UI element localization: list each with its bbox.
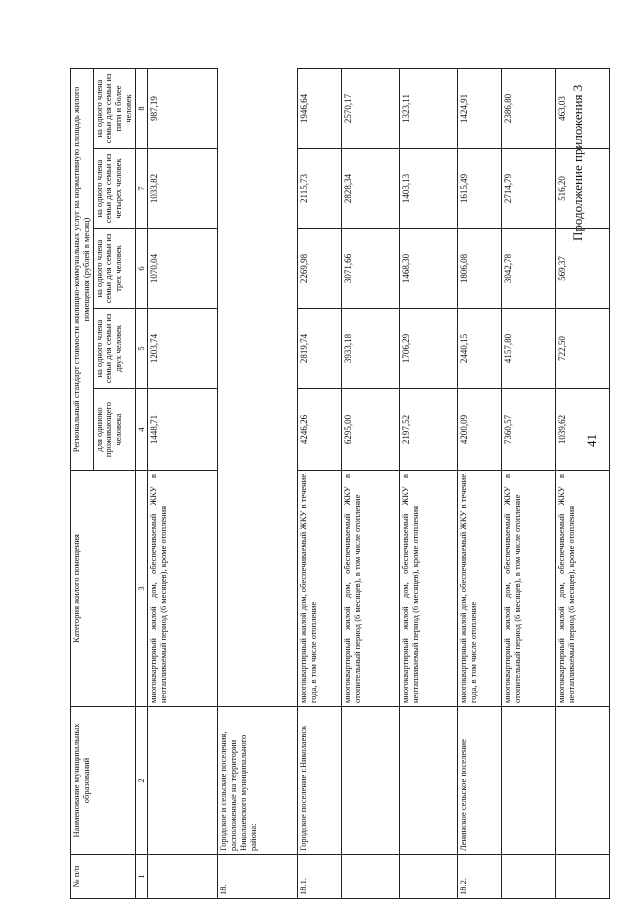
value-cell: 3933,18 [342, 309, 400, 389]
row-category [218, 471, 298, 707]
value-cell: 2828,34 [342, 149, 400, 229]
row-municipality: Городское и сельские поселения, расположенные на территории Николаевского муниципального района: [218, 707, 298, 855]
header-sub-3: на одного члена семьи для семьи из трех человек [93, 229, 135, 309]
value-cell: 1203,74 [148, 309, 218, 389]
row-category: многоквартирный жилой дом, обеспечиваемый ЖКУ в течение года, в том числе отопление [458, 471, 502, 707]
row-no [342, 855, 400, 899]
value-cell [218, 389, 298, 471]
header-sub-5: на одного члена семьи для семьи из пяти и более человек [93, 68, 135, 148]
col-number: 2 [135, 707, 148, 855]
header-sub-4: на одного члена семьи для семьи из четырех человек [93, 149, 135, 229]
value-cell: 1706,29 [400, 309, 458, 389]
table-row [502, 68, 556, 898]
row-municipality [556, 707, 610, 855]
row-no: 18. [218, 855, 298, 899]
value-cell: 2440,15 [458, 309, 502, 389]
row-municipality [502, 707, 556, 855]
header-municipality: Наименование муниципальных образований [71, 707, 136, 855]
row-municipality: Ленинское сельское поселение [458, 707, 502, 855]
value-cell [218, 68, 298, 148]
continuation-title: Продолжение приложения 3 [570, 84, 585, 241]
col-number: 8 [135, 68, 148, 148]
value-cell: 722,50 [556, 309, 610, 389]
header-category: Категория жилого помещения [71, 471, 136, 707]
value-cell: 2386,80 [502, 68, 556, 148]
value-cell: 463,03 [556, 68, 610, 148]
table-row [298, 68, 342, 898]
value-cell: 6295,00 [342, 389, 400, 471]
value-cell [218, 149, 298, 229]
col-number: 4 [135, 389, 148, 471]
value-cell: 2115,73 [298, 149, 342, 229]
value-cell: 7360,57 [502, 389, 556, 471]
value-cell: 2570,17 [342, 68, 400, 148]
table-row [400, 68, 458, 898]
value-cell: 569,37 [556, 229, 610, 309]
row-municipality [342, 707, 400, 855]
value-cell [218, 309, 298, 389]
row-category: многоквартирный жилой дом, обеспечиваемый ЖКУ в течение года, в том числе отопление [298, 471, 342, 707]
value-cell: 3071,66 [342, 229, 400, 309]
row-no: 18.2. [458, 855, 502, 899]
value-cell: 1403,13 [400, 149, 458, 229]
header-sub-1: для одиноко проживающего человека [93, 389, 135, 471]
row-municipality: Городское поселение г.Николаевск [298, 707, 342, 855]
row-no [148, 855, 218, 899]
value-cell: 1615,49 [458, 149, 502, 229]
value-cell: 2714,79 [502, 149, 556, 229]
table-row [218, 68, 298, 898]
table-row [556, 68, 610, 898]
value-cell: 4157,80 [502, 309, 556, 389]
header-standard: Региональный стандарт стоимости жилищно-коммунальных услуг на нормативную площадь жилого помещения (рублей в месяц) [71, 68, 94, 470]
value-cell: 1039,62 [556, 389, 610, 471]
value-cell: 2197,52 [400, 389, 458, 471]
value-cell: 1424,91 [458, 68, 502, 148]
value-cell [218, 229, 298, 309]
table-row [342, 68, 400, 898]
value-cell: 516,20 [556, 149, 610, 229]
value-cell: 1033,82 [148, 149, 218, 229]
row-no: 18.1. [298, 855, 342, 899]
header-sub-2: на одного члена семьи для семьи из двух человек [93, 309, 135, 389]
value-cell: 1806,08 [458, 229, 502, 309]
value-cell: 1323,11 [400, 68, 458, 148]
row-municipality [400, 707, 458, 855]
tariff-table [70, 68, 610, 899]
header-no: № п/п [71, 855, 136, 899]
col-number: 7 [135, 149, 148, 229]
value-cell: 1468,30 [400, 229, 458, 309]
row-no [556, 855, 610, 899]
col-number: 5 [135, 309, 148, 389]
col-number: 6 [135, 229, 148, 309]
col-number: 1 [135, 855, 148, 899]
table-row [458, 68, 502, 898]
row-category: многоквартирный жилой дом, обеспечиваемый ЖКУ в неотапливаемый период (6 месяцев), кроме отопления [556, 471, 610, 707]
row-category: многоквартирный жилой дом, обеспечиваемый ЖКУ в неотапливаемый период (6 месяцев), кроме отопления [148, 471, 218, 707]
value-cell: 4246,26 [298, 389, 342, 471]
row-no [400, 855, 458, 899]
value-cell: 2819,74 [298, 309, 342, 389]
value-cell: 987,19 [148, 68, 218, 148]
row-municipality [148, 707, 218, 855]
value-cell: 1946,64 [298, 68, 342, 148]
row-category: многоквартирный жилой дом, обеспечиваемый ЖКУ в отопительный период (6 месяцев), в том числе отопление [342, 471, 400, 707]
value-cell: 1070,04 [148, 229, 218, 309]
value-cell: 4200,09 [458, 389, 502, 471]
value-cell: 3042,78 [502, 229, 556, 309]
col-number: 3 [135, 471, 148, 707]
row-category: многоквартирный жилой дом, обеспечиваемый ЖКУ в отопительный период (6 месяцев), в том числе отопление [502, 471, 556, 707]
row-no [502, 855, 556, 899]
row-category: многоквартирный жилой дом, обеспечиваемый ЖКУ в неотапливаемый период (6 месяцев), кроме отопления [400, 471, 458, 707]
value-cell: 2269,98 [298, 229, 342, 309]
table-row [148, 68, 218, 898]
page-number: 41 [584, 434, 599, 447]
value-cell: 1448,71 [148, 389, 218, 471]
